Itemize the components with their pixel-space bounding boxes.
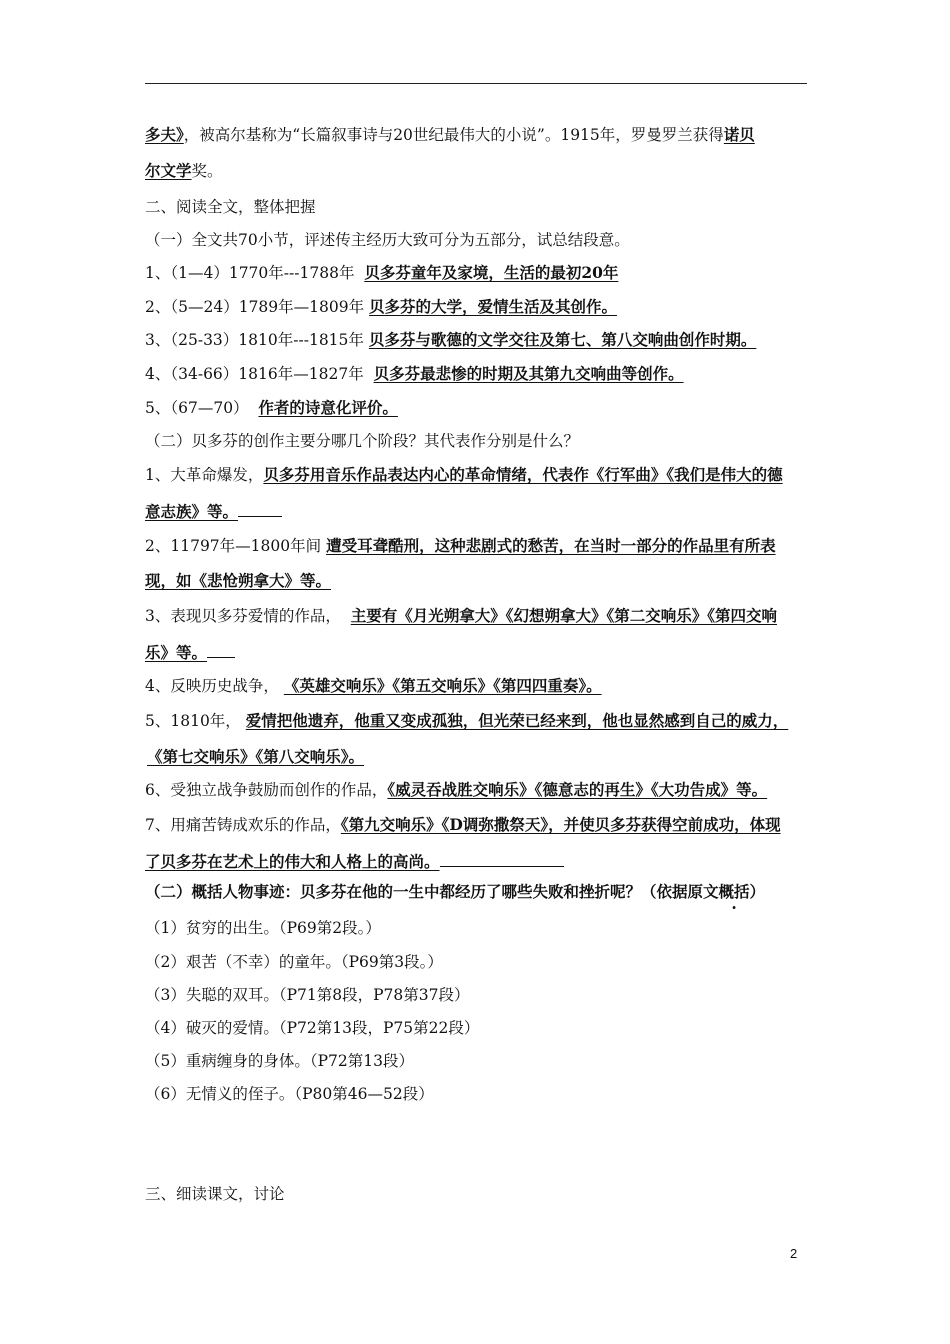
answer-fill: 多夫》 (145, 125, 184, 144)
emphasized-text: 概括 (718, 882, 750, 901)
blank-underline (207, 640, 235, 658)
line-text: 2、11797年—1800年间 (145, 537, 322, 555)
part-summary (145, 296, 807, 318)
page-number: 2 (790, 1246, 798, 1261)
line-text: （二）概括人物事迹：贝多芬在他的一生中都经历了哪些失败和挫折呢？（依据原文 (145, 882, 719, 901)
stage-line (145, 710, 807, 732)
list-item: （1）贫穷的出生。（P69第2段。） (145, 919, 381, 937)
answer-fill: 作者的诗意化评价。 (258, 398, 398, 417)
part-summary (145, 363, 807, 385)
answer-fill: 尔文学 (145, 161, 192, 180)
blank-underline (440, 849, 564, 867)
answer-fill: 《第九交响乐》《D调弥撒祭天》，并使贝多芬获得空前成功，体现 (340, 815, 781, 834)
stage-line (145, 464, 807, 486)
stage-line (145, 570, 807, 592)
stage-line (145, 814, 807, 836)
stage-line (145, 745, 807, 768)
line-text: 4、反映历史战争， (145, 677, 279, 695)
stage-line (145, 849, 807, 873)
answer-fill: 贝多芬与歌德的文学交往及第七、第八交响曲创作时期。 (368, 330, 757, 349)
answer-fill: 意志族》等。 (145, 502, 239, 521)
answer-fill: 乐》等。 (145, 643, 208, 662)
answer-fill: 遭受耳聋酷刑，这种悲剧式的愁苦，在当时一部分的作品里有所表 (326, 536, 776, 555)
line-text: 1、大革命爆发， (145, 466, 264, 484)
part-summary (145, 397, 807, 419)
line-text: 5、（67—70） (145, 399, 249, 417)
section-heading: 三、细读课文，讨论 (145, 1185, 285, 1203)
header-rule (145, 83, 807, 84)
list-item: （4）破灭的爱情。（P72第13段，P75第22段） (145, 1019, 480, 1037)
answer-fill: 贝多芬童年及家境，生活的最初20年 (364, 263, 619, 282)
answer-fill: 贝多芬用音乐作品表达内心的革命情绪，代表作《行军曲》《我们是伟大的德 (263, 465, 783, 484)
answer-fill: 诺贝 (723, 125, 755, 144)
list-item: （3）失聪的双耳。（P71第8段，P78第37段） (145, 986, 470, 1004)
line-text: 2、（5—24）1789年—1809年 (145, 298, 365, 316)
line-text: 奖。 (191, 162, 223, 180)
line-text: 1、（1—4）1770年---1788年 (145, 264, 355, 282)
answer-fill: 《英雄交响乐》《第五交响乐》《第四四重奏》。 (283, 676, 602, 695)
line-text: 3、表现贝多芬爱情的作品， (145, 607, 341, 625)
question-heading: （一）全文共70小节，评述传主经历大致可分为五部分，试总结段意。 (145, 231, 630, 249)
line-text: ） (749, 882, 766, 901)
answer-fill: 主要有《月光朔拿大》《幻想朔拿大》《第二交响乐》《第四交响 (350, 606, 777, 625)
list-item: （2）艰苦（不幸）的童年。（P69第3段。） (145, 953, 443, 971)
question-heading: （二）贝多芬的创作主要分哪几个阶段？其代表作分别是什么？ (145, 432, 580, 450)
line-text: ，被高尔基称为“长篇叙事诗与20世纪最伟大的小说”。1915年，罗曼罗兰获得 (183, 126, 724, 144)
line-text: 5、1810年， (145, 712, 241, 730)
list-item: （6）无情义的侄子。（P80第46—52段） (145, 1085, 434, 1103)
stage-line (145, 499, 807, 523)
answer-fill: 爱情把他遗弃，他重又变成孤独，但光荣已经来到，他也显然感到自己的威力， (245, 711, 789, 730)
section-heading: 二、阅读全文，整体把握 (145, 198, 316, 216)
answer-fill: 了贝多芬在艺术上的伟大和人格上的高尚。 (145, 852, 440, 871)
text-line (145, 124, 807, 146)
blank-underline (238, 499, 282, 517)
answer-fill: 贝多芬的大学，爱情生活及其创作。 (369, 297, 618, 316)
line-text: 3、（25-33）1810年---1815年 (145, 331, 364, 349)
answer-fill: 《第七交响乐》《第八交响乐》。 (147, 747, 365, 766)
stage-line (145, 535, 807, 557)
stage-line (145, 675, 807, 697)
text-line (145, 160, 807, 182)
line-text: 4、（34-66）1816年—1827年 (145, 365, 364, 383)
answer-fill: 现，如《悲怆朔拿大》等。 (145, 571, 332, 590)
line-text: 6、受独立战争鼓励而创作的作品， (145, 781, 388, 799)
stage-line (145, 605, 807, 627)
part-summary (145, 262, 807, 284)
stage-line (145, 640, 807, 664)
question-heading (145, 881, 807, 903)
line-text: 7、用痛苦铸成欢乐的作品， (145, 816, 341, 834)
answer-fill: 《威灵吞战胜交响乐》《德意志的再生》《大功告成》等。 (387, 780, 768, 799)
stage-line (145, 779, 807, 801)
answer-fill: 贝多芬最悲惨的时期及其第九交响曲等创作。 (373, 364, 684, 383)
list-item: （5）重病缠身的身体。（P72第13段） (145, 1052, 414, 1070)
part-summary (145, 329, 807, 351)
